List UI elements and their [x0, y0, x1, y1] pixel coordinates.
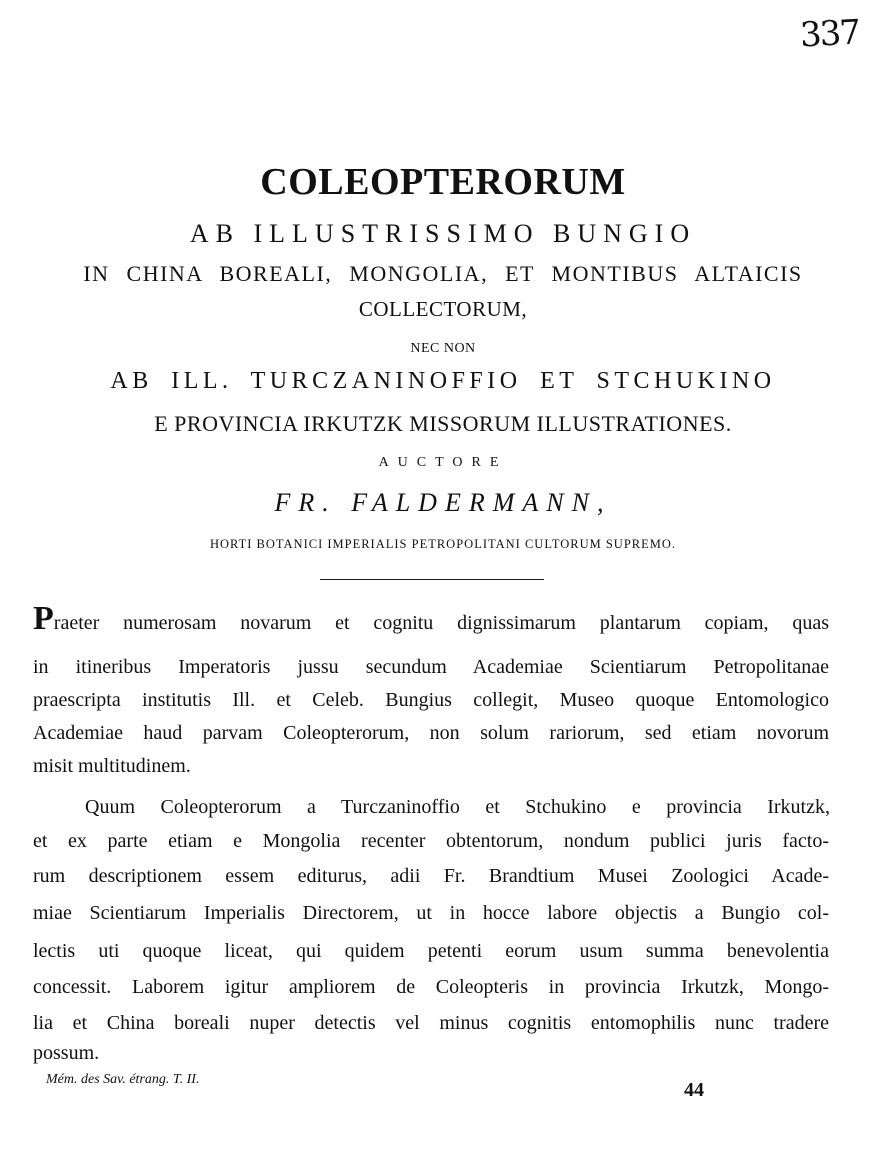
paragraph-1-line-4: Academiae haud parvam Coleopterorum, non solum rariorum, sed etiam novorum — [33, 722, 829, 744]
title: COLEOPTERORUM — [260, 161, 626, 203]
subtitle-line-1: AB ILLUSTRISSIMO BUNGIO — [189, 219, 697, 248]
subtitle-line-4: NEC NON — [410, 341, 476, 356]
author-name: FR. FALDERMANN, — [274, 488, 612, 517]
drop-cap: P — [33, 600, 54, 637]
paragraph-1-line-3: praescripta institutis Ill. et Celeb. Bungius collegit, Museo quoque Entomologico — [33, 689, 829, 711]
paragraph-1-line-1 — [33, 600, 829, 637]
paragraph-2-line-1: Quum Coleopterorum a Turczaninoffio et Stchukino e provincia Irkutzk, — [85, 796, 830, 818]
paragraph-2-line-6: concessit. Laborem igitur ampliorem de Coleopteris in provincia Irkutzk, Mongo- — [33, 976, 829, 998]
paragraph-2-line-4: miae Scientiarum Imperialis Directorem, ut in hocce labore objectis a Bungio col- — [33, 902, 829, 924]
paragraph-2-line-3: rum descriptionem essem editurus, adii Fr. Brandtium Musei Zoologici Acade- — [33, 865, 829, 887]
author-title: HORTI BOTANICI IMPERIALIS PETROPOLITANI CULTORUM SUPREMO. — [209, 537, 677, 551]
subtitle-line-5: AB ILL. TURCZANINOFFIO ET STCHUKINO — [110, 368, 776, 394]
signature-number: 44 — [684, 1079, 704, 1101]
footer-source: Mém. des Sav. étrang. T. II. — [46, 1072, 200, 1087]
paragraph-2-line-5: lectis uti quoque liceat, qui quidem petenti eorum usum summa benevolentia — [33, 940, 829, 962]
subtitle-line-6: E PROVINCIA IRKUTZK MISSORUM ILLUSTRATIONES. — [154, 411, 732, 436]
paragraph-1-line-1-text: raeter numerosam novarum et cognitu dignissimarum plantarum copiam, quas — [53, 612, 829, 634]
divider-rule — [320, 579, 544, 580]
subtitle-line-3: COLLECTORUM, — [358, 297, 528, 321]
paragraph-2-line-7: lia et China boreali nuper detectis vel minus cognitis entomophilis nunc tradere — [33, 1012, 829, 1034]
paragraph-2-line-8: possum. — [33, 1042, 100, 1064]
handwritten-page-number: 337 — [798, 12, 860, 56]
paragraph-1-line-5: misit multitudinem. — [33, 755, 191, 777]
paragraph-2-line-2: et ex parte etiam e Mongolia recenter obtentorum, nondum publici juris facto- — [33, 830, 829, 852]
subtitle-line-2: IN CHINA BOREALI, MONGOLIA, ET MONTIBUS ALTAICIS — [83, 261, 803, 286]
auctore-label: AUCTORE — [378, 455, 508, 470]
paragraph-1-line-2: in itineribus Imperatoris jussu secundum Academiae Scientiarum Petropolitanae — [33, 656, 829, 678]
